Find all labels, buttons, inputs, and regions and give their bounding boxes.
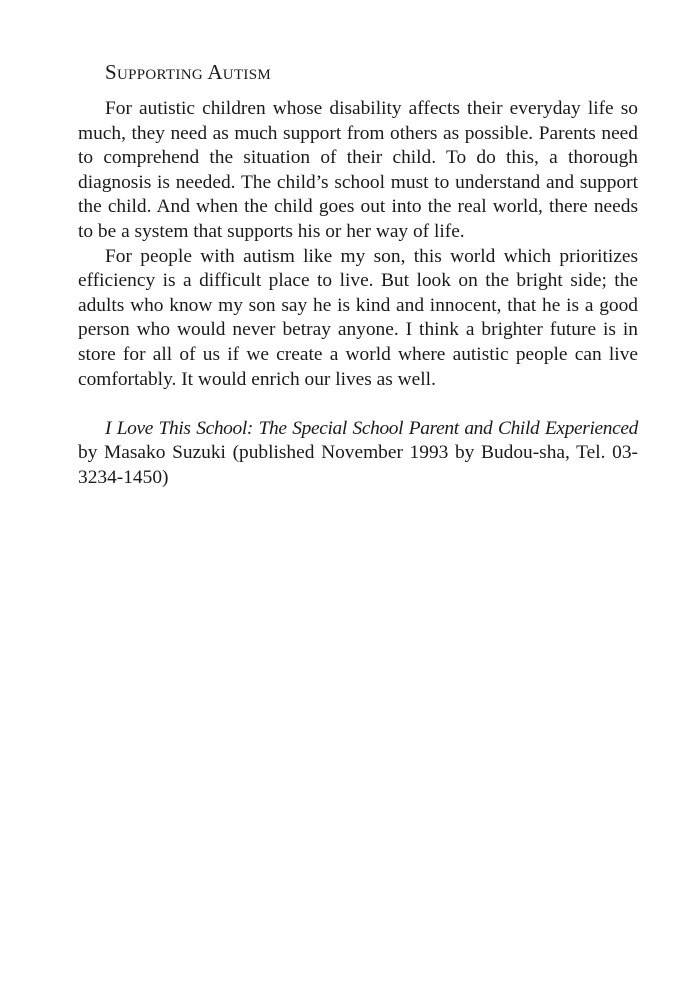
citation-book-title: I Love This School: The Special School Parent and Child Experienced <box>105 417 638 439</box>
body-paragraph: For autistic children whose disability affects their everyday life so much, they need as much support from others as possible. Parents need to comprehend the situation of their child. To do this, a thorough diagnosis is needed. The child’s school must to understand and support the child. And when the child goes out into the real world, there needs to be a system that supports his or her way of life. <box>78 98 638 242</box>
document-page <box>78 58 638 510</box>
body-paragraph: For people with autism like my son, this world which prioritizes efficiency is a difficult place to live. But look on the bright side; the adults who know my son say he is kind and innocent, that he is a good person who would never betray anyone. I think a brighter future is in store for all of us if we create a world where autistic people can live comfortably. It would enrich our lives as well. <box>78 245 638 390</box>
section-heading: Supporting Autism <box>105 60 271 84</box>
book-citation <box>78 417 638 491</box>
citation-details: by Masako Suzuki (published November 1993 by Budou-sha, Tel. 03-3234-1450) <box>78 442 638 488</box>
